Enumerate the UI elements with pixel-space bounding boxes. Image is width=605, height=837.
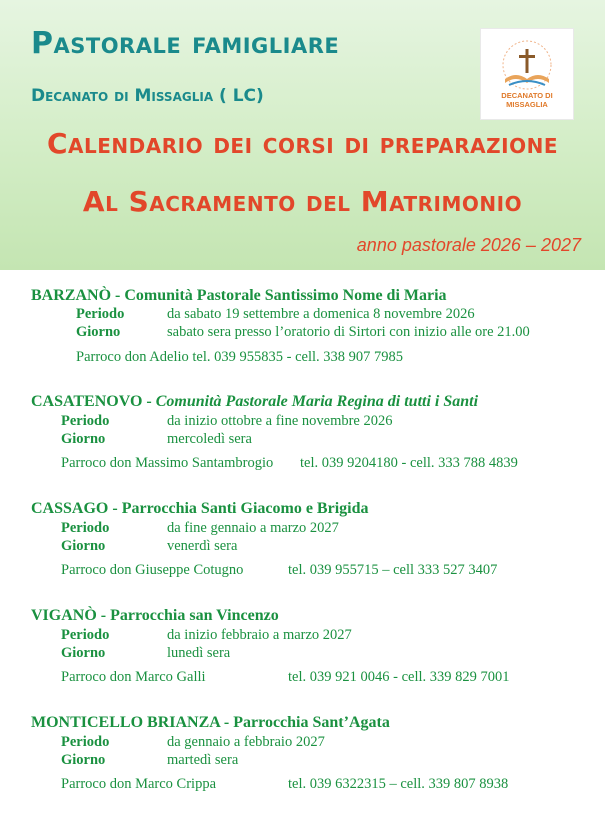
parroco-phone: tel. 039 921 0046 - cell. 339 829 7001 bbox=[288, 669, 510, 685]
parroco-name: Parroco don Giuseppe Cotugno bbox=[61, 562, 244, 578]
giorno-label: Giorno bbox=[61, 538, 106, 554]
parroco-name: Parroco don Massimo Santambrogio bbox=[61, 455, 274, 471]
entry-heading: MONTICELLO BRIANZA - Parrocchia Sant’Agata bbox=[31, 714, 390, 731]
pastoral-year: anno pastorale 2026 – 2027 bbox=[356, 235, 581, 255]
page-title: Pastorale famigliare bbox=[31, 26, 340, 61]
giorno-value: martedì sera bbox=[167, 752, 239, 768]
giorno-label: Giorno bbox=[76, 324, 121, 340]
parroco-phone: tel. 039 955715 – cell 333 527 3407 bbox=[288, 562, 498, 578]
entry-community: Comunità Pastorale Maria Regina di tutti i Santi bbox=[155, 393, 479, 410]
decanato-logo bbox=[480, 28, 574, 120]
periodo-label: Periodo bbox=[61, 627, 110, 643]
entry-place: CASSAGO bbox=[31, 500, 109, 517]
giorno-label: Giorno bbox=[61, 645, 106, 661]
header-banner bbox=[0, 0, 605, 270]
sacrament-heading: Al Sacramento del Matrimonio bbox=[82, 185, 523, 218]
giorno-label: Giorno bbox=[61, 431, 106, 447]
giorno-value: sabato sera presso l’oratorio di Sirtori con inizio alle ore 21.00 bbox=[167, 324, 530, 340]
entry-community: Parrocchia Sant’Agata bbox=[233, 714, 390, 731]
parroco-phone: tel. 039 9204180 - cell. 333 788 4839 bbox=[300, 455, 518, 471]
entry-heading: CASSAGO - Parrocchia Santi Giacomo e Brigida bbox=[31, 500, 369, 517]
giorno-value: lunedì sera bbox=[167, 645, 231, 661]
entry-place: MONTICELLO BRIANZA bbox=[31, 714, 220, 731]
parroco-phone: tel. 039 6322315 – cell. 339 807 8938 bbox=[288, 776, 509, 792]
periodo-label: Periodo bbox=[61, 413, 110, 429]
entry-community: Parrocchia san Vincenzo bbox=[110, 607, 279, 624]
entry-heading: CASATENOVO - Comunità Pastorale Maria Regina di tutti i Santi bbox=[31, 393, 479, 410]
periodo-label: Periodo bbox=[61, 734, 110, 750]
entry-heading: VIGANÒ - Parrocchia san Vincenzo bbox=[31, 607, 279, 624]
giorno-value: mercoledì sera bbox=[167, 431, 252, 447]
entry-place: BARZANÒ bbox=[31, 287, 112, 304]
entry-place: VIGANÒ bbox=[31, 607, 97, 624]
periodo-value: da fine gennaio a marzo 2027 bbox=[167, 520, 339, 536]
periodo-label: Periodo bbox=[76, 306, 125, 322]
logo-label: DECANATO DI MISSAGLIA bbox=[501, 91, 553, 109]
periodo-value: da inizio febbraio a marzo 2027 bbox=[167, 627, 352, 643]
periodo-label: Periodo bbox=[61, 520, 110, 536]
periodo-value: da sabato 19 settembre a domenica 8 novembre 2026 bbox=[167, 306, 475, 322]
parroco-contact: Parroco don Adelio tel. 039 955835 - cell. 338 907 7985 bbox=[76, 349, 404, 365]
entry-community: Comunità Pastorale Santissimo Nome di Maria bbox=[124, 287, 447, 304]
entry-community: Parrocchia Santi Giacomo e Brigida bbox=[121, 500, 369, 517]
periodo-value: da inizio ottobre a fine novembre 2026 bbox=[167, 413, 393, 429]
entry-heading: BARZANÒ - Comunità Pastorale Santissimo Nome di Maria bbox=[31, 287, 447, 304]
page-subtitle: Decanato di Missaglia ( LC) bbox=[31, 86, 264, 106]
calendar-heading: Calendario dei corsi di preparazione bbox=[46, 127, 558, 160]
entry-place: CASATENOVO bbox=[31, 393, 143, 410]
parroco-name: Parroco don Marco Galli bbox=[61, 669, 206, 685]
parroco-name: Parroco don Marco Crippa bbox=[61, 776, 217, 792]
giorno-value: venerdì sera bbox=[167, 538, 238, 554]
periodo-value: da gennaio a febbraio 2027 bbox=[167, 734, 325, 750]
giorno-label: Giorno bbox=[61, 752, 106, 768]
